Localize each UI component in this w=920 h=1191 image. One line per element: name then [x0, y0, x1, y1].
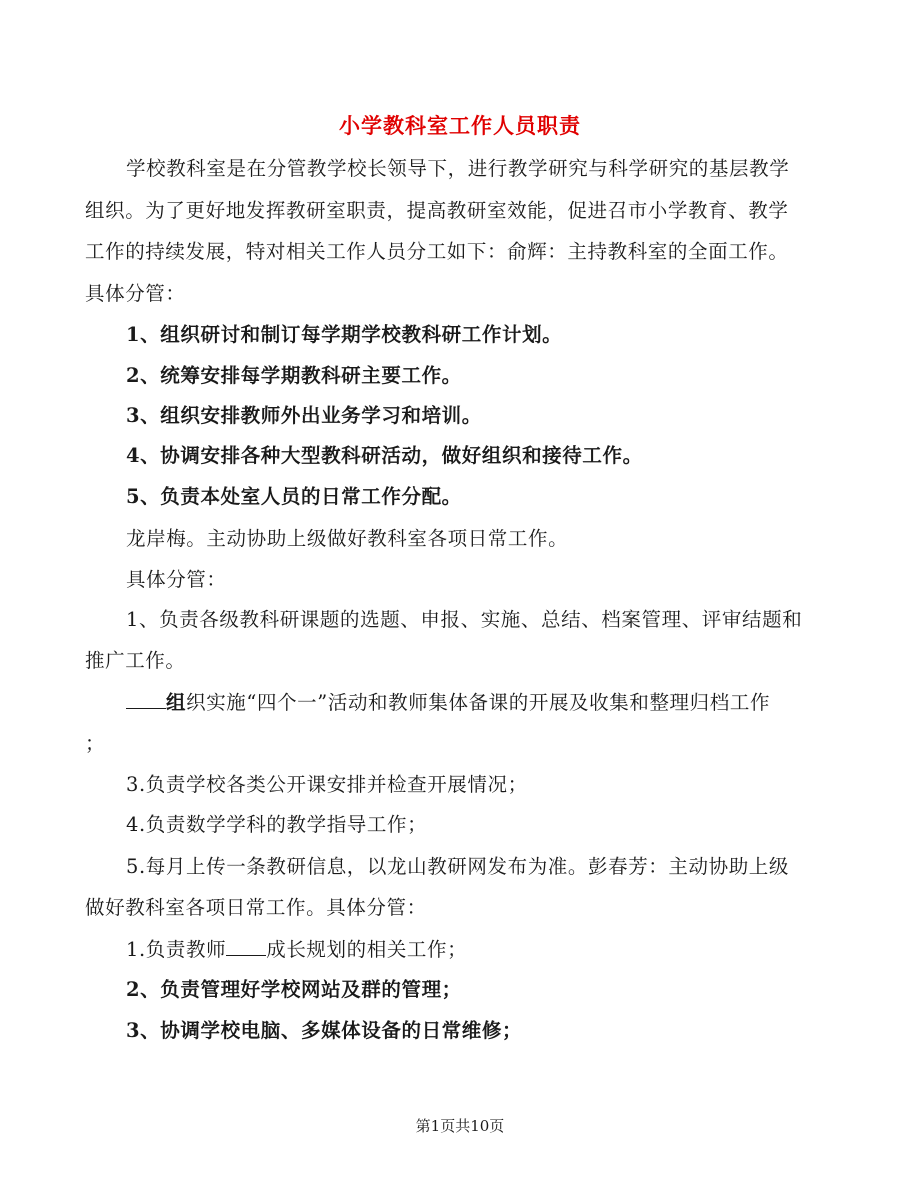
list-item [126, 935, 846, 964]
list-item-text-b: 成长规划的相关工作； [266, 938, 468, 961]
intro-line-3: 工作的持续发展，特对相关工作人员分工如下：俞辉：主持教科室的全面工作。 [85, 240, 789, 263]
list-item-text-a: 1.负责教师 [126, 938, 227, 961]
list-item-prefix: 组 [166, 691, 187, 714]
list-item: 1、负责各级教科研课题的选题、申报、实施、总结、档案管理、评审结题和 [126, 608, 803, 631]
list-item: 2、负责管理好学校网站及群的管理； [126, 978, 462, 1001]
person-line: 龙岸梅。主动协助上级做好教科室各项日常工作。 [126, 527, 569, 550]
list-item: 5.每月上传一条教研信息，以龙山教研网发布为准。彭春芳：主动协助上级 [126, 855, 790, 878]
list-item: 3、协调学校电脑、多媒体设备的日常维修； [126, 1019, 523, 1042]
list-item: 4、协调安排各种大型教科研活动，做好组织和接待工作。 [126, 444, 643, 467]
list-item: 1、组织研讨和制订每学期学校教科研工作计划。 [126, 323, 563, 346]
page-number: 第1页共10页 [415, 1117, 505, 1135]
list-item-continued: ； [85, 732, 106, 755]
blank-underline [226, 935, 266, 956]
blank-underline [126, 688, 166, 709]
sub-heading: 具体分管： [126, 568, 227, 591]
list-item-continued: 做好教科室各项日常工作。具体分管： [85, 896, 427, 919]
intro-line-1: 学校教科室是在分管教学校长领导下，进行教学研究与科学研究的基层教学 [126, 157, 790, 180]
list-item: 5、负责本处室人员的日常工作分配。 [126, 485, 462, 508]
intro-line-4: 具体分管： [85, 282, 186, 305]
list-item-continued: 推广工作。 [85, 649, 186, 672]
list-item-text: 织实施“四个一”活动和教师集体备课的开展及收集和整理归档工作 [186, 691, 771, 714]
list-item: 3.负责学校各类公开课安排并检查开展情况； [126, 773, 528, 796]
intro-line-2: 组织。为了更好地发挥教研室职责，提高教研室效能，促进召市小学教育、教学 [85, 199, 789, 222]
list-item [126, 688, 846, 717]
list-item: 4.负责数学学科的教学指导工作； [126, 813, 428, 836]
list-item: 3、组织安排教师外出业务学习和培训。 [126, 404, 482, 427]
list-item: 2、统筹安排每学期教科研主要工作。 [126, 364, 462, 387]
page-title: 小学教科室工作人员职责 [339, 113, 581, 138]
